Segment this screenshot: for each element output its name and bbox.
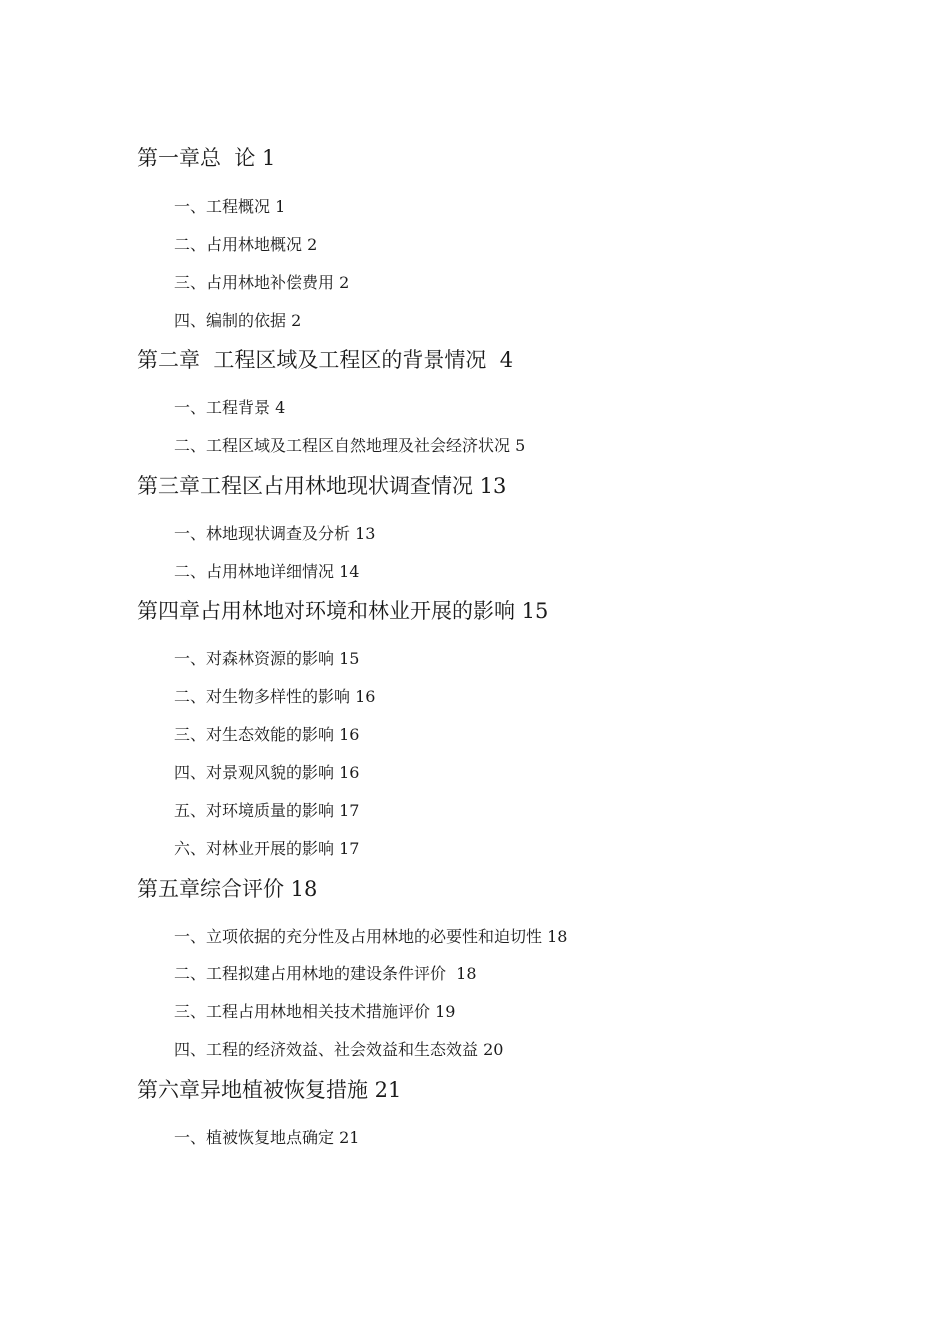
toc-section: 二、占用林地详细情况 14 [174, 562, 360, 581]
toc-section: 三、对生态效能的影响 16 [174, 725, 360, 744]
toc-section: 一、工程背景 4 [174, 398, 286, 417]
toc-section: 一、对森林资源的影响 15 [174, 649, 360, 668]
toc-section: 二、占用林地概况 2 [174, 235, 318, 254]
toc-section: 一、工程概况 1 [174, 197, 286, 216]
toc-section: 二、工程区域及工程区自然地理及社会经济状况 5 [174, 436, 526, 455]
toc-section: 六、对林业开展的影响 17 [174, 839, 360, 858]
toc-section: 一、立项依据的充分性及占用林地的必要性和迫切性 18 [174, 927, 568, 946]
toc-chapter-1: 第一章总 论 1 [137, 146, 276, 170]
toc-section: 四、工程的经济效益、社会效益和生态效益 20 [174, 1040, 504, 1059]
toc-section: 二、工程拟建占用林地的建设条件评价 18 [174, 964, 477, 983]
toc-section: 二、对生物多样性的影响 16 [174, 687, 376, 706]
toc-chapter-3: 第三章工程区占用林地现状调查情况 13 [137, 474, 507, 498]
toc-chapter-5: 第五章综合评价 18 [137, 877, 318, 901]
toc-section: 一、植被恢复地点确定 21 [174, 1128, 360, 1147]
toc-section: 四、对景观风貌的影响 16 [174, 763, 360, 782]
toc-chapter-4: 第四章占用林地对环境和林业开展的影响 15 [137, 599, 549, 623]
toc-chapter-2: 第二章 工程区域及工程区的背景情况 4 [137, 348, 514, 372]
toc-section: 三、工程占用林地相关技术措施评价 19 [174, 1002, 456, 1021]
toc-section: 一、林地现状调查及分析 13 [174, 524, 376, 543]
toc-chapter-6: 第六章异地植被恢复措施 21 [137, 1078, 402, 1102]
toc-section: 五、对环境质量的影响 17 [174, 801, 360, 820]
toc-section: 四、编制的依据 2 [174, 311, 302, 330]
toc-section: 三、占用林地补偿费用 2 [174, 273, 350, 292]
